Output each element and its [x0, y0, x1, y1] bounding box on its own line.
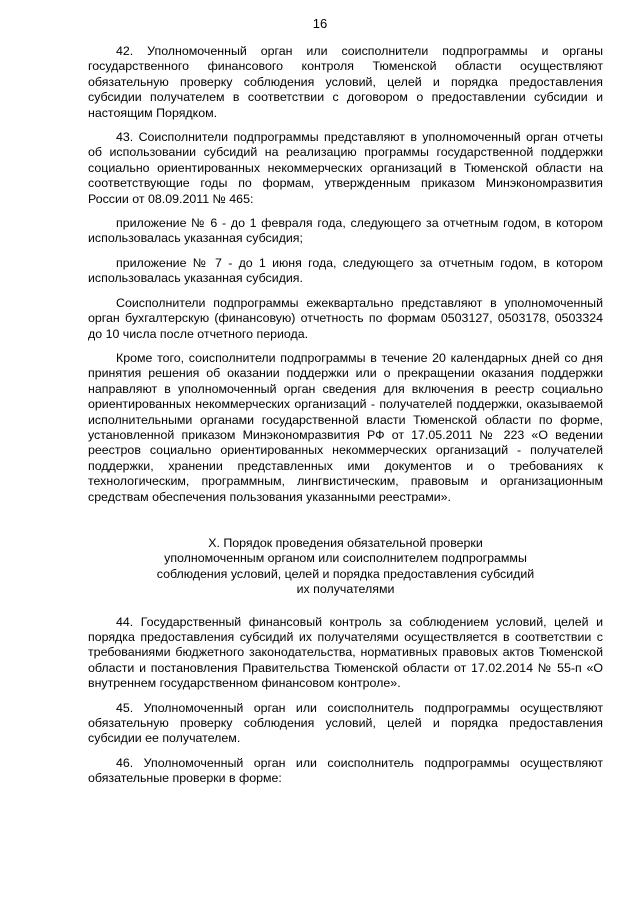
paragraph-quarterly-reporting: Соисполнители подпрограммы ежеквартально представляют в уполномоченный орган бухгалтерскую (финансовую) отчетность по формам 0503127, 0503178, 0503324 до 10 числа после отчетного периода.	[88, 295, 603, 341]
paragraph-appendix-6: приложение № 6 - до 1 февраля года, следующего за отчетным годом, в котором использовалась указанная субсидия;	[88, 216, 603, 246]
paragraph-registry: Кроме того, соисполнители подпрограммы в течение 20 календарных дней со дня принятия решения об оказании поддержки или о прекращении оказания поддержки направляют в уполномоченный орган сведения для включения в реестр социально ориентированных некоммерческих организаций - получателей поддержки, оказываемой исполнительными органами государственной власти Тюменской области по форме, установленной приказом Минэкономразвития РФ от 17.05.2011 № 223 «О ведении реестров социально ориентированных некоммерческих организаций - получателей поддержки, хранении представленных ими документов и о требованиях к технологическим, программным, лингвистическим, правовым и организационным средствам обеспечения пользования указанными реестрами».	[88, 350, 603, 504]
paragraph-45: 45. Уполномоченный орган или соисполнитель подпрограммы осуществляют обязательную проверку соблюдения условий, целей и порядка предоставления субсидии ее получателем.	[88, 700, 603, 746]
document-body	[88, 44, 603, 796]
section-heading-line-4: их получателями	[296, 582, 395, 597]
section-heading-line-3: соблюдения условий, целей и порядка предоставления субсидий	[156, 566, 535, 581]
page-number: 16	[312, 16, 328, 31]
paragraph-44: 44. Государственный финансовый контроль за соблюдением условий, целей и порядка предоставления субсидий их получателями осуществляется в соответствии с требованиями бюджетного законодательства, нормативных правовых актов Тюменской области и постановления Правительства Тюменской области от 17.02.2014 № 55-п «О внутреннем государственном финансовом контроле».	[88, 614, 603, 691]
paragraph-46: 46. Уполномоченный орган или соисполнитель подпрограммы осуществляют обязательные проверки в форме:	[88, 755, 603, 786]
section-heading	[88, 536, 603, 598]
paragraph-43: 43. Соисполнители подпрограммы представляют в уполномоченный орган отчеты об использовании субсидий на реализацию программы государственной поддержки социально ориентированных некоммерческих организаций в Тюменской области на соответствующие годы по формам, утвержденным приказом Минэкономразвития России от 08.09.2011 № 465:	[88, 130, 603, 206]
section-heading-line-2: уполномоченным органом или соисполнителем подпрограммы	[164, 551, 527, 566]
paragraph-42: 42. Уполномоченный орган или соисполнители подпрограммы и органы государственного финансового контроля Тюменской области осуществляют обязательную проверку соблюдения условий, целей и порядка предоставления субсидии получателем в соответствии с договором о предоставлении субсидии и настоящим Порядком.	[88, 44, 603, 120]
section-heading-line-1: X. Порядок проведения обязательной проверки	[208, 535, 483, 550]
paragraph-appendix-7: приложение № 7 - до 1 июня года, следующего за отчетным годом, в котором использовалась указанная субсидия.	[88, 255, 603, 286]
